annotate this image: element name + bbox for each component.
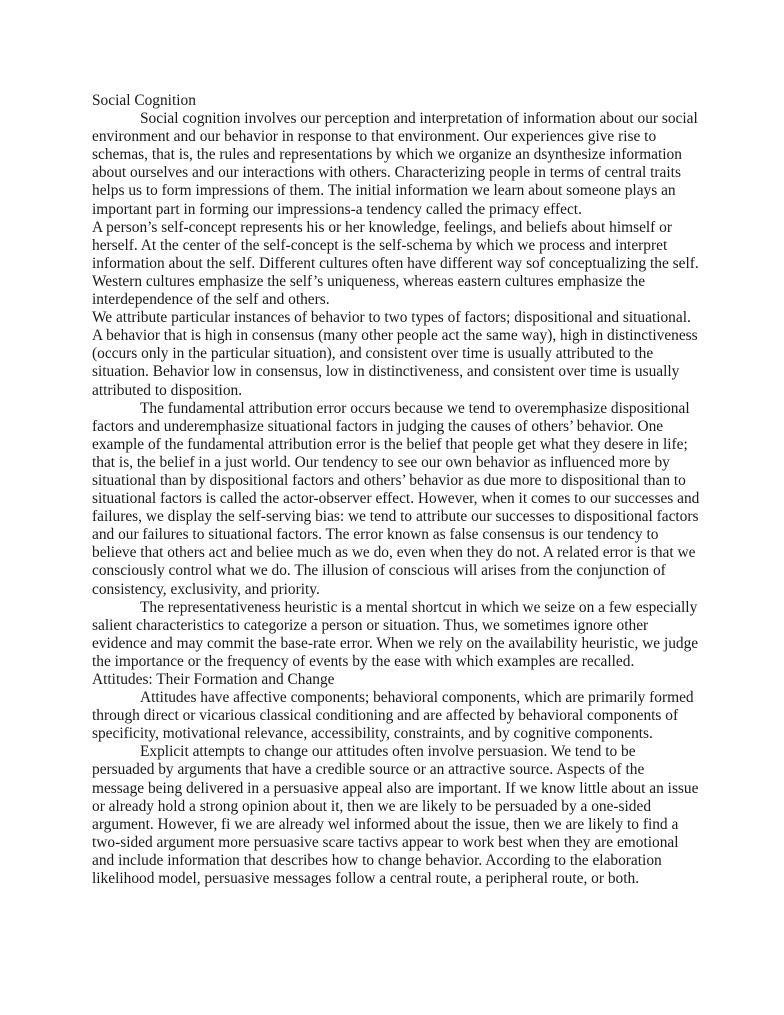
paragraph-persuasion: Explicit attempts to change our attitudes often involve persuasion. We tend to be persuaded by arguments that have a credible source or an attractive source. Aspects of the message being delivered in a persuasive appeal also are important. If we know little about an issue or already hold a strong opinion about it, then we are likely to be persuaded by a one-sided argument. However, fi we are already wel informed about the issue, then we are likely to find a two-sided argument more persuasive scare tactivs appear to work best when they are emotional and include information that describes how to change behavior. According to the elaboration likelihood model, persuasive messages follow a central route, a peripheral route, or both.: [92, 743, 699, 888]
paragraph-social-cognition-intro: Social cognition involves our perception and interpretation of information about our social environment and our behavior in response to that environment. Our experiences give rise to schemas, that is, the rules and representations by which we organize an dsynthesize information about ourselves and our interactions with others. Characterizing people in terms of central traits helps us to form impressions of them. The initial information we learn about someone plays an important part in forming our impressions-a tendency called the primacy effect.: [92, 110, 698, 218]
paragraph-self-concept: A person’s self-concept represents his or her knowledge, feelings, and beliefs about himself or herself. At the center of the self-concept is the self-schema by which we process and interpret information about the self. Different cultures often have different way sof conceptualizing the self. Western cultures emphasize the self’s uniqueness, whereas eastern cultures emphasize the interdependence of the self and others.: [92, 218, 699, 309]
document-body: [92, 92, 700, 888]
paragraph-heuristics: The representativeness heuristic is a mental shortcut in which we seize on a few especially salient characteristics to categorize a person or situation. Thus, we sometimes ignore other evidence and may commit the base-rate error. When we rely on the availability heuristic, we judge the importance or the frequency of events by the ease with which examples are recalled.: [92, 598, 699, 670]
section-heading-social-cognition: Social Cognition: [92, 92, 196, 109]
paragraph-attitude-components: Attitudes have affective components; behavioral components, which are primarily formed through direct or vicarious classical conditioning and are affected by behavioral components of specificity, motivational relevance, accessibility, constraints, and by cognitive components.: [92, 689, 694, 743]
paragraph-fundamental-attribution-error: The fundamental attribution error occurs because we tend to overemphasize dispositional factors and underemphasize situational factors in judging the causes of others’ behavior. One example of the fundamental attribution error is the belief that people get what they desere in life; that is, the belief in a just world. Our tendency to see our own behavior as influenced more by situational than by dispositional factors and others’ behavior as due more to dispositional than to situational factors is called the actor-observer effect. However, when it comes to our successes and failures, we display the self-serving bias: we tend to attribute our successes to dispositional factors and our failures to situational factors. The error known as false consensus is our tendency to believe that others act and beliee much as we do, even when they do not. A related error is that we consciously control what we do. The illusion of conscious will arises from the conjunction of consistency, exclusivity, and priority.: [92, 399, 700, 598]
section-heading-attitudes: Attitudes: Their Formation and Change: [92, 671, 335, 688]
paragraph-attribution: We attribute particular instances of behavior to two types of factors; dispositional and situational. A behavior that is high in consensus (many other people act the same way), high in distinctiveness (occurs only in the particular situation), and consistent over time is usually attributed to the situation. Behavior low in consensus, low in distinctiveness, and consistent over time is usually attributed to disposition.: [92, 309, 698, 399]
